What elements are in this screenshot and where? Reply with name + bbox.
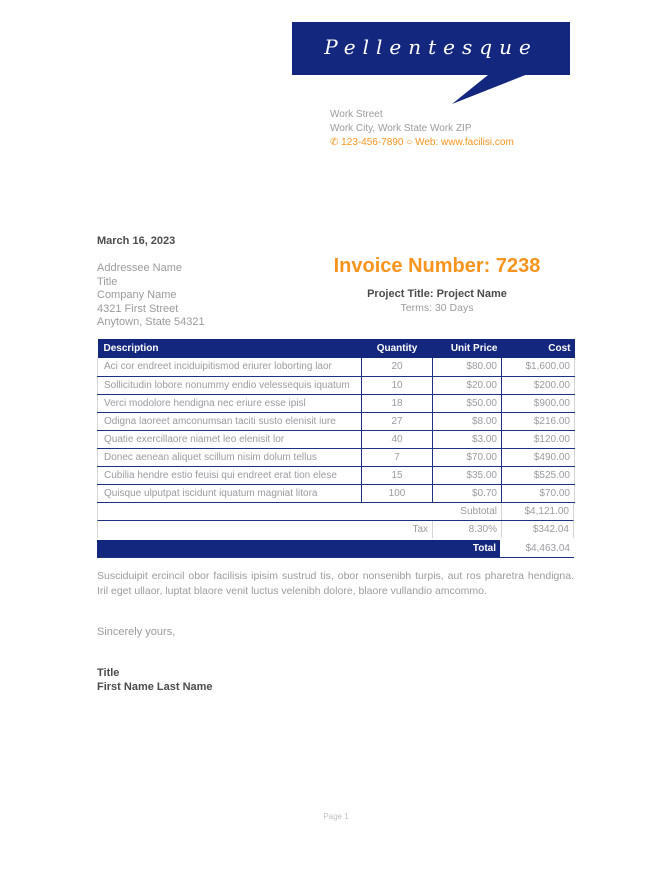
item-description: Quisque ulputpat iscidunt iquatum magniat litora <box>98 484 362 502</box>
phone-icon: ✆ <box>330 137 339 148</box>
total-value: $4,463.04 <box>525 542 570 554</box>
brand-name: Pellentesque <box>324 35 538 59</box>
item-description: Cubilia hendre estio feuisi qui endreet erat tion elese <box>98 466 362 484</box>
invoice-terms: Terms: 30 Days <box>400 302 474 314</box>
header-quantity: Quantity <box>362 339 433 358</box>
table-row <box>98 394 575 412</box>
addressee-company: Company Name <box>97 289 177 301</box>
item-unit-price: $80.00 <box>433 358 502 376</box>
addressee-name: Addressee Name <box>97 262 182 274</box>
tax-row <box>97 521 574 538</box>
addressee-city: Anytown, State 54321 <box>97 316 205 328</box>
page-number: Page 1 <box>323 812 349 821</box>
item-unit-price: $35.00 <box>433 466 502 484</box>
item-cost: $70.00 <box>502 484 575 502</box>
total-label: Total <box>97 540 500 557</box>
item-cost: $200.00 <box>502 376 575 394</box>
header-cost: Cost <box>502 339 575 358</box>
item-cost: $490.00 <box>502 448 575 466</box>
table-row <box>98 466 575 484</box>
items-table <box>97 339 575 503</box>
item-description: Donec aenean aliquet scillum nisim dolum tellus <box>98 448 362 466</box>
company-address <box>330 108 514 150</box>
tax-rate: 8.30% <box>432 521 501 538</box>
item-quantity: 18 <box>362 394 433 412</box>
item-description: Odigna laoreet amconumsan taciti susto elenisit iure <box>98 412 362 430</box>
company-contact-line <box>330 136 514 150</box>
table-header-row <box>98 339 575 358</box>
signature-block <box>97 667 213 694</box>
addressee-street: 4321 First Street <box>97 302 179 315</box>
item-quantity: 7 <box>362 448 433 466</box>
table-row <box>98 448 575 466</box>
invoice-date: March 16, 2023 <box>97 235 176 247</box>
table-row <box>98 412 575 430</box>
item-unit-price: $0.70 <box>433 484 502 502</box>
item-description: Quatie exercillaore niamet leo elenisit lor <box>98 430 362 448</box>
item-description: Aci cor endreet inciduipitismod eriurer loborting laor <box>98 358 362 376</box>
company-logo <box>292 22 570 107</box>
addressee-block <box>97 262 205 330</box>
item-unit-price: $8.00 <box>433 412 502 430</box>
item-unit-price: $50.00 <box>433 394 502 412</box>
item-description: Sollicitudin lobore nonummy endio velessequis iquatum <box>98 376 362 394</box>
company-city-line: Work City, Work State Work ZIP <box>330 123 472 134</box>
item-quantity: 100 <box>362 484 433 502</box>
items-section <box>97 339 574 558</box>
item-cost: $1,600.00 <box>502 358 575 376</box>
item-cost: $120.00 <box>502 430 575 448</box>
header-unit-price: Unit Price <box>433 339 502 358</box>
project-title: Project Title: Project Name <box>367 288 507 300</box>
subtotal-value: $4,121.00 <box>501 503 573 520</box>
tax-label: Tax <box>412 523 428 535</box>
tax-value: $342.04 <box>501 521 573 538</box>
closing-note: Susciduipit ercincil obor facilisis ipisim sustrud tis, obor nonsenibh turpis, aut ros pharetra hendigna. Iril eget ullaor, luptat blaore venit luctus velenibh dolore, blaore vullandio amcommo. <box>97 570 574 597</box>
subtotal-label: Subtotal <box>460 505 497 517</box>
item-description: Verci modolore hendigna nec eriure esse ipisl <box>98 394 362 412</box>
item-unit-price: $70.00 <box>433 448 502 466</box>
item-cost: $900.00 <box>502 394 575 412</box>
addressee-title: Title <box>97 275 118 288</box>
globe-icon: ○ <box>406 137 413 148</box>
total-row <box>97 540 574 558</box>
company-phone: 123-456-7890 <box>341 137 404 148</box>
table-row <box>98 430 575 448</box>
company-street: Work Street <box>330 109 383 120</box>
item-unit-price: $3.00 <box>433 430 502 448</box>
table-row <box>98 358 575 376</box>
item-quantity: 20 <box>362 358 433 376</box>
item-cost: $216.00 <box>502 412 575 430</box>
header-description: Description <box>98 339 362 358</box>
subtotal-row <box>97 503 574 521</box>
item-quantity: 27 <box>362 412 433 430</box>
signature-title: Title <box>97 667 120 679</box>
table-row <box>98 484 575 502</box>
company-web: Web: www.facilisi.com <box>415 137 514 148</box>
item-quantity: 15 <box>362 466 433 484</box>
item-quantity: 10 <box>362 376 433 394</box>
item-cost: $525.00 <box>502 466 575 484</box>
item-unit-price: $20.00 <box>433 376 502 394</box>
invoice-summary <box>97 503 574 558</box>
table-row <box>98 376 575 394</box>
invoice-head <box>300 255 574 314</box>
signature-name: First Name Last Name <box>97 680 213 693</box>
item-quantity: 40 <box>362 430 433 448</box>
signoff: Sincerely yours, <box>97 626 176 638</box>
invoice-number: Invoice Number: 7238 <box>333 255 541 277</box>
